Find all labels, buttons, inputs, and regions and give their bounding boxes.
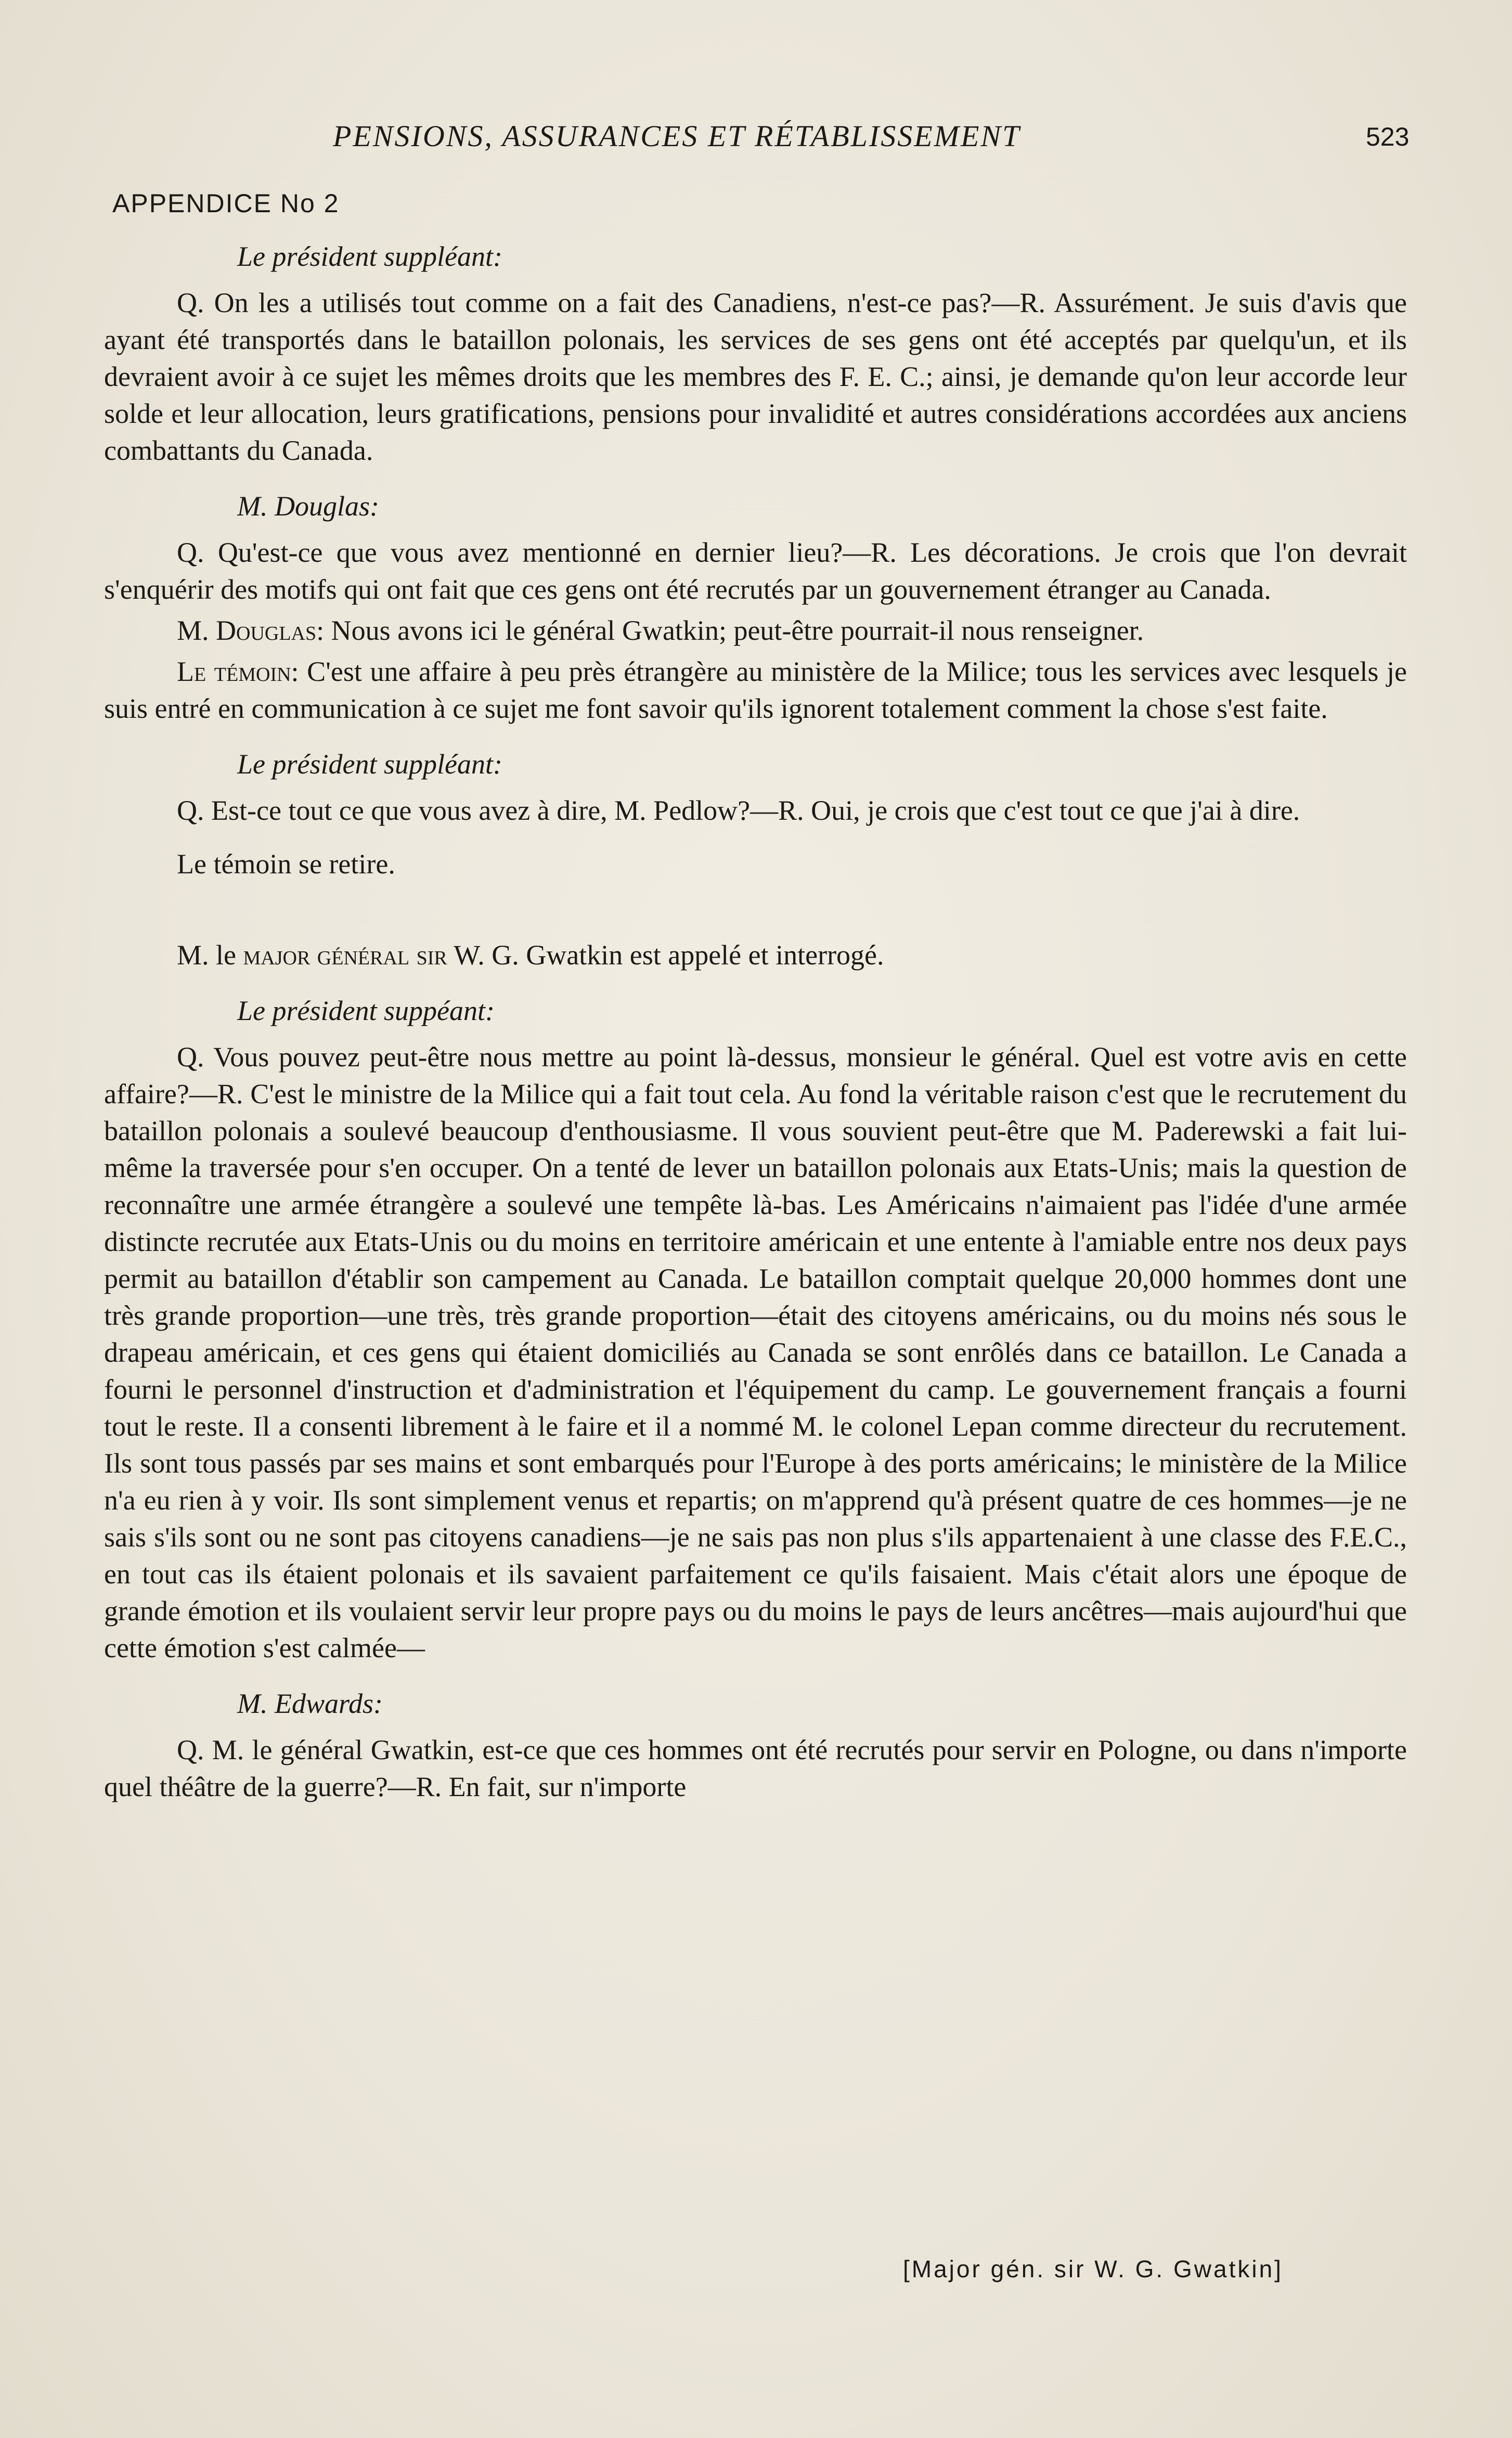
speaker-heading: Le président suppléant:: [237, 749, 502, 780]
paragraph-text: W. G. Gwatkin est appelé et interrogé.: [447, 939, 884, 971]
speaker-heading: M. Edwards:: [237, 1688, 383, 1719]
paragraph-text: M. le: [177, 939, 243, 971]
appendix-label: APPENDICE No 2: [112, 189, 340, 218]
paragraph: Q. M. le général Gwatkin, est-ce que ces hommes ont été recrutés pour servir en Pologne, ou dans n'importe quel théâtre de la guerre?—R. En fait, sur n'importe: [104, 1734, 1407, 1802]
page-number: 523: [1366, 122, 1410, 151]
section-gap: [104, 887, 1407, 937]
speaker-name: Le témoin: [177, 656, 291, 687]
paragraph: Q. Est-ce tout ce que vous avez à dire, M. Pedlow?—R. Oui, je crois que c'est tout ce que j'ai à dire.: [177, 795, 1300, 826]
paragraph: Q. On les a utilisés tout comme on a fait des Canadiens, n'est-ce pas?—R. Assurément. Je suis d'avis que ayant été transportés dans le bataillon polonais, les services de ses gens ont été acceptés par quelqu'un, et ils devraient avoir à ce sujet les mêmes droits que les membres des F. E. C.; ainsi, je demande qu'on leur accorde leur solde et leur allocation, leurs gratifications, pensions pour invalidité et autres considérations accordées aux anciens combattants du Canada.: [104, 287, 1407, 466]
paragraph: [104, 612, 1407, 649]
paragraph: [104, 653, 1407, 727]
paragraph-text: : C'est une affaire à peu près étrangère au ministère de la Milice; tous les services avec lesquels je suis entré en communication à ce sujet me font savoir qu'ils ignorent totalement comment la chose s'est faite.: [104, 656, 1407, 724]
paragraph: Q. Vous pouvez peut-être nous mettre au point là-dessus, monsieur le général. Quel est votre avis en cette affaire?—R. C'est le ministre de la Milice qui a fait tout cela. Au fond la véritable raison c'est que le recrutement du bataillon polonais a soulevé beaucoup d'enthousiasme. Il vous souvient peut-être que M. Paderewski a fait lui-même la traversée pour s'en occuper. On a tenté de lever un bataillon polonais aux Etats-Unis; mais la question de reconnaître une armée étrangère a soulevé une tempête là-bas. Les Américains n'aimaient pas l'idée d'une armée distincte recrutée aux Etats-Unis ou du moins en territoire américain et une entente à l'amiable entre nos deux pays permit au bataillon d'établir son campement au Canada. Le bataillon comptait quelque 20,000 hommes dont une très grande proportion—une très, très grande proportion—était des citoyens américains, ou du moins nés sous le drapeau américain, et ces gens qui étaient domiciliés au Canada se sont enrôlés dans ce bataillon. Le Canada a fourni le personnel d'instruction et d'administration et l'équipement du camp. Le gouvernement français a fourni tout le reste. Il a consenti librement à le faire et il a nommé M. le colonel Lepan comme directeur du recrutement. Ils sont tous passés par ses mains et sont embarqués pour l'Europe à des ports américains; le ministère de la Milice n'a eu rien à y voir. Ils sont simplement venus et repartis; on m'apprend qu'à présent quatre de ces hommes—je ne sais s'ils sont ou ne sont pas citoyens canadiens—je ne sais pas non plus s'ils appartenaient à une classe des F.E.C., en tout cas ils étaient polonais et ils savaient parfaitement ce qu'ils faisaient. Mais c'était alors une époque de grande émotion et ils voulaient servir leur propre pays ou du moins le pays de leurs ancêtres—mais aujourd'hui que cette émotion s'est calmée—: [104, 1041, 1407, 1663]
witness-rank: major général sir: [243, 939, 447, 971]
speaker-heading: Le président suppléant:: [237, 241, 502, 272]
paragraph: Le témoin se retire.: [177, 848, 395, 880]
witness-signature: [Major gén. sir W. G. Gwatkin]: [903, 2255, 1283, 2282]
paragraph-text: : Nous avons ici le général Gwatkin; peut-être pourrait-il nous renseigner.: [316, 615, 1144, 646]
speaker-name: M. Douglas: [177, 615, 317, 646]
speaker-heading: M. Douglas:: [237, 491, 379, 522]
paragraph: Q. Qu'est-ce que vous avez mentionné en dernier lieu?—R. Les décorations. Je crois que l'on devrait s'enquérir des motifs qui ont fait que ces gens ont été recrutés par un gouvernement étranger au Canada.: [104, 537, 1407, 605]
transcript-body: [104, 238, 1407, 1810]
witness-called: [104, 937, 1407, 974]
speaker-heading: Le président suppéant:: [237, 995, 495, 1026]
running-title: PENSIONS, ASSURANCES ET RÉTABLISSEMENT: [333, 119, 1021, 153]
